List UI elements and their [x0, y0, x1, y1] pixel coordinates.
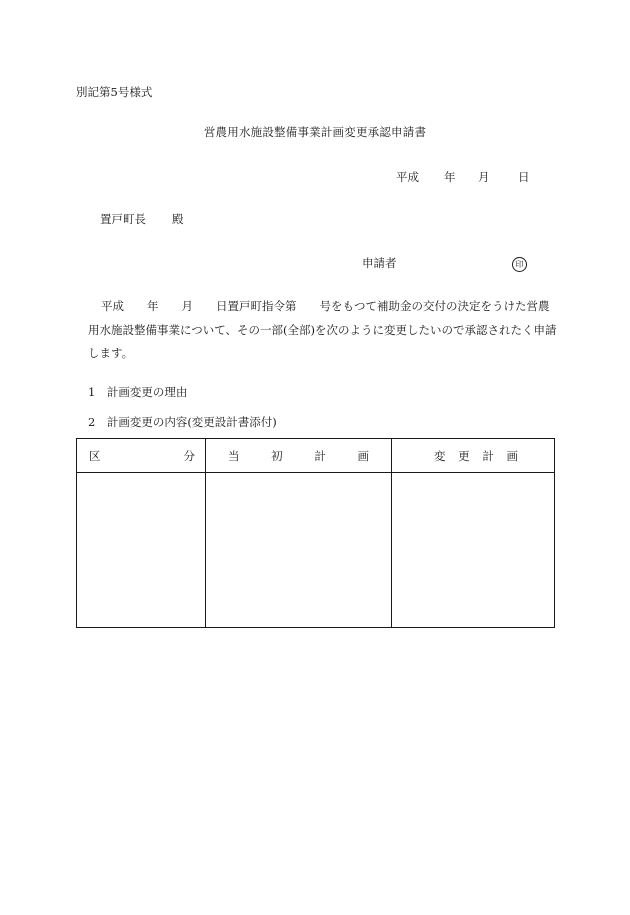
header-char: 計: [314, 448, 326, 463]
cell-original-plan: [206, 473, 392, 628]
date-era: 平成: [396, 170, 419, 184]
request-body-text: 平成 年 月 日置戸町指令第 号をもつて補助金の交付の決定をうけた営農用水施設整備事業について、その一部(全部)を次のように変更したいので承認されたく申請します。: [88, 299, 557, 360]
document-title: 営農用水施設整備事業計画変更承認申請書: [203, 125, 427, 139]
addressee-name: 置戸町長: [100, 212, 146, 226]
applicant-label: 申請者: [362, 256, 397, 270]
cell-changed-plan: [392, 473, 555, 628]
item-change-reason: 1 計画変更の理由: [88, 385, 188, 399]
header-char: 画: [506, 448, 518, 463]
applicant-line: [362, 255, 527, 272]
addressee: [100, 211, 184, 227]
cell-category: [77, 473, 206, 628]
header-char: 初: [271, 448, 283, 463]
date-year-label: 年: [444, 170, 456, 184]
plan-change-table: [76, 438, 555, 628]
header-char: 画: [357, 448, 369, 463]
header-category: [77, 439, 206, 473]
header-original-plan: [206, 439, 392, 473]
date-day-label: 日: [518, 170, 530, 184]
date-month-label: 月: [478, 170, 490, 184]
seal-mark-icon: 印: [512, 257, 527, 272]
date-line: [396, 169, 530, 185]
header-char: 計: [482, 448, 494, 463]
table-header-row: [77, 439, 555, 473]
header-changed-plan: [392, 439, 555, 473]
header-char: 変: [434, 448, 446, 463]
header-char: 区: [89, 448, 101, 463]
item-change-content: 2 計画変更の内容(変更設計書添付): [88, 415, 277, 429]
table-row: [77, 473, 555, 628]
header-char: 分: [183, 448, 195, 463]
header-char: 更: [458, 448, 470, 463]
header-char: 当: [228, 448, 240, 463]
addressee-honorific: 殿: [172, 212, 184, 226]
form-number: 別記第5号様式: [76, 85, 153, 99]
